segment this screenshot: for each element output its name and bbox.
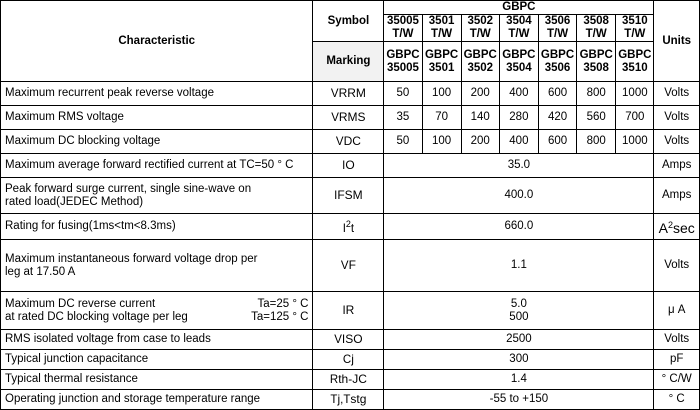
row-symbol: VF — [313, 240, 384, 292]
row-viso — [1, 330, 700, 350]
part-number: 3504 T/W — [499, 15, 538, 42]
value-cell: 200 — [461, 130, 499, 154]
row-unit: Volts — [654, 130, 700, 154]
value-cell: 35 — [384, 106, 422, 130]
part-number: 3502 T/W — [461, 15, 499, 42]
row-symbol: Cj — [313, 350, 384, 370]
row-symbol: IO — [313, 154, 384, 178]
row-label: RMS isolated voltage from case to leads — [1, 330, 313, 350]
value-cell: 35.0 — [384, 154, 654, 178]
value-cell: -55 to +150 — [384, 390, 654, 410]
row-label: Typical thermal resistance — [1, 370, 313, 390]
header-group: GBPC — [384, 1, 654, 15]
marking-code: GBPC 3502 — [461, 42, 499, 82]
row-unit: Amps — [654, 154, 700, 178]
row-label: Maximum DC blocking voltage — [1, 130, 313, 154]
row-label: Rating for fusing(1ms<tm<8.3ms) — [1, 214, 313, 240]
value-cell: 700 — [616, 106, 654, 130]
part-number: 3506 T/W — [538, 15, 576, 42]
value-cell: 1000 — [616, 130, 654, 154]
row-label: Peak forward surge current, single sine-wave on rated load(JEDEC Method) — [1, 178, 313, 214]
row-symbol: IR — [313, 292, 384, 330]
marking-code: GBPC 3501 — [422, 42, 461, 82]
row-label: Maximum DC reverse current Ta=25 ° C at rated DC blocking voltage per leg Ta=125 ° C — [1, 292, 313, 330]
value-cell: 100 — [422, 130, 461, 154]
row-unit: $A^2\sec$ — [654, 214, 700, 240]
row-rth — [1, 370, 700, 390]
header-symbol: Symbol — [313, 1, 384, 42]
row-label: Maximum RMS voltage — [1, 106, 313, 130]
value-cell: 420 — [538, 106, 576, 130]
row-cj — [1, 350, 700, 370]
row-vrrm — [1, 82, 700, 106]
row-label: Maximum average forward rectified current at TC=50 ° C — [1, 154, 313, 178]
value-cell: 600 — [538, 130, 576, 154]
row-symbol: VISO — [313, 330, 384, 350]
header-marking: Marking — [313, 42, 384, 82]
row-unit: ° C — [654, 390, 700, 410]
value-cell: 400 — [499, 82, 538, 106]
value-cell: 800 — [577, 130, 616, 154]
value-cell: 1000 — [616, 82, 654, 106]
part-number: 3508 T/W — [577, 15, 616, 42]
row-unit: μ A — [654, 292, 700, 330]
value-cell: 200 — [461, 82, 499, 106]
value-cell: 1.1 — [384, 240, 654, 292]
row-symbol: Tj,Tstg — [313, 390, 384, 410]
value-cell: 100 — [422, 82, 461, 106]
value-cell: 2500 — [384, 330, 654, 350]
value-cell: 600 — [538, 82, 576, 106]
row-io — [1, 154, 700, 178]
value-cell: 800 — [577, 82, 616, 106]
value-cell: 560 — [577, 106, 616, 130]
value-cell: 660.0 — [384, 214, 654, 240]
row-label: Maximum recurrent peak reverse voltage — [1, 82, 313, 106]
row-label: Operating junction and storage temperature range — [1, 390, 313, 410]
row-vrms — [1, 106, 700, 130]
row-unit: Volts — [654, 240, 700, 292]
value-cell: 400 — [499, 130, 538, 154]
header-units: Units — [654, 1, 700, 82]
value-cell: 400.0 — [384, 178, 654, 214]
marking-code: GBPC 3508 — [577, 42, 616, 82]
row-unit: Volts — [654, 106, 700, 130]
row-i2t — [1, 214, 700, 240]
row-symbol: VDC — [313, 130, 384, 154]
row-unit: Volts — [654, 330, 700, 350]
row-ifsm — [1, 178, 700, 214]
row-tj — [1, 390, 700, 410]
value-cell: 5.0 500 — [384, 292, 654, 330]
marking-code: GBPC 3504 — [499, 42, 538, 82]
row-symbol: VRRM — [313, 82, 384, 106]
part-number: 3501 T/W — [422, 15, 461, 42]
marking-code: GBPC 35005 — [384, 42, 422, 82]
part-number: 35005 T/W — [384, 15, 422, 42]
row-symbol: $I^2t$ — [313, 214, 384, 240]
row-ir — [1, 292, 700, 330]
row-symbol: IFSM — [313, 178, 384, 214]
value-cell: 300 — [384, 350, 654, 370]
row-unit: ° C/W — [654, 370, 700, 390]
row-vf — [1, 240, 700, 292]
row-label: Maximum instantaneous forward voltage drop per leg at 17.50 A — [1, 240, 313, 292]
row-symbol: VRMS — [313, 106, 384, 130]
part-number: 3510 T/W — [616, 15, 654, 42]
marking-code: GBPC 3510 — [616, 42, 654, 82]
row-symbol: Rth-JC — [313, 370, 384, 390]
value-cell: 1.4 — [384, 370, 654, 390]
value-cell: 140 — [461, 106, 499, 130]
header-characteristic: Characteristic — [1, 1, 313, 82]
row-vdc — [1, 130, 700, 154]
value-cell: 50 — [384, 130, 422, 154]
value-cell: 280 — [499, 106, 538, 130]
marking-code: GBPC 3506 — [538, 42, 576, 82]
row-label: Typical junction capacitance — [1, 350, 313, 370]
row-unit: Amps — [654, 178, 700, 214]
row-unit: Volts — [654, 82, 700, 106]
row-unit: pF — [654, 350, 700, 370]
value-cell: 70 — [422, 106, 461, 130]
value-cell: 50 — [384, 82, 422, 106]
